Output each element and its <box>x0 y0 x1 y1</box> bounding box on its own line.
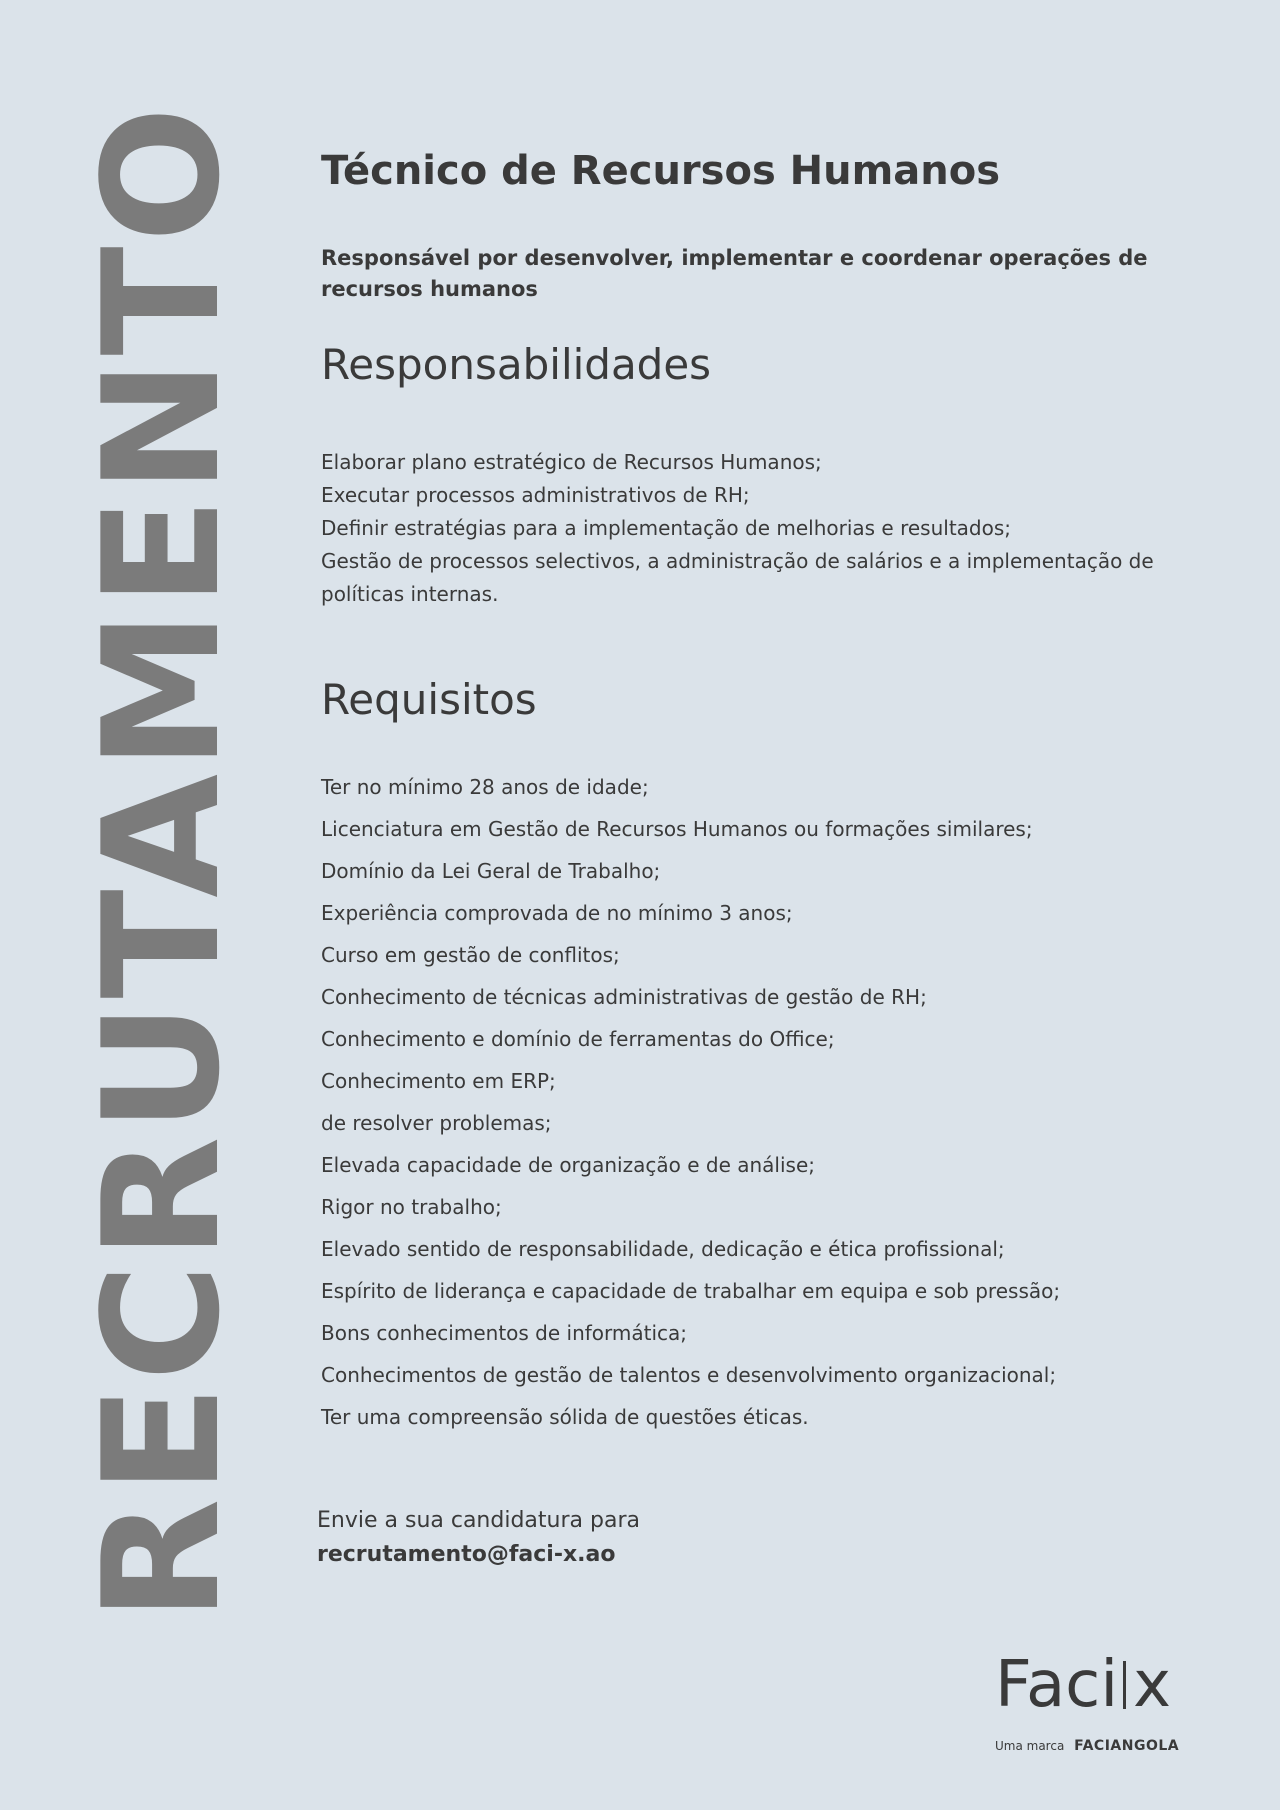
recruitment-banner: RECRUTAMENTO <box>68 102 255 1622</box>
list-item: Ter uma compreensão sólida de questões éticas. <box>321 1405 809 1429</box>
logo-wordmark <box>995 1650 1195 1720</box>
responsibilities-heading: Responsabilidades <box>321 340 712 389</box>
logo-tagline <box>995 1738 1195 1754</box>
list-item: Gestão de processos selectivos, a administração de salários e a implementação de políticas internas. <box>321 549 1154 606</box>
list-item: Rigor no trabalho; <box>321 1195 502 1219</box>
logo-tag-prefix: Uma marca <box>995 1739 1065 1753</box>
job-title: Técnico de Recursos Humanos <box>321 148 1001 194</box>
list-item: Conhecimento de técnicas administrativas de gestão de RH; <box>321 985 927 1009</box>
list-item: Executar processos administrativos de RH; <box>321 483 750 507</box>
list-item: Elevado sentido de responsabilidade, dedicação e ética profissional; <box>321 1237 1005 1261</box>
cta-text: Envie a sua candidatura para <box>317 1508 640 1533</box>
email-link[interactable]: recrutamento@faci-x.ao <box>317 1542 616 1567</box>
list-item: Experiência comprovada de no mínimo 3 anos; <box>321 901 793 925</box>
logo-divider <box>1123 1661 1126 1709</box>
application-cta <box>317 1504 640 1572</box>
list-item: Domínio da Lei Geral de Trabalho; <box>321 859 661 883</box>
facix-logo <box>995 1650 1195 1754</box>
list-item: Conhecimento em ERP; <box>321 1069 556 1093</box>
list-item: Bons conhecimentos de informática; <box>321 1321 688 1345</box>
list-item: Definir estratégias para a implementação de melhorias e resultados; <box>321 516 1012 540</box>
requirements-list <box>321 766 1201 1438</box>
list-item: de resolver problemas; <box>321 1111 552 1135</box>
list-item: Licenciatura em Gestão de Recursos Humanos ou formações similares; <box>321 817 1033 841</box>
list-item: Curso em gestão de conflitos; <box>321 943 620 967</box>
list-item: Espírito de liderança e capacidade de trabalhar em equipa e sob pressão; <box>321 1279 1061 1303</box>
list-item: Conhecimento e domínio de ferramentas do Office; <box>321 1027 835 1051</box>
logo-tag-brand: FACIANGOLA <box>1074 1738 1180 1754</box>
logo-name-right: x <box>1133 1648 1171 1722</box>
requirements-heading: Requisitos <box>321 675 537 724</box>
list-item: Elaborar plano estratégico de Recursos Humanos; <box>321 450 822 474</box>
job-subtitle: Responsável por desenvolver, implementar e coordenar operações de recursos humanos <box>321 246 1148 301</box>
responsibilities-list <box>321 446 1201 611</box>
list-item: Conhecimentos de gestão de talentos e desenvolvimento organizacional; <box>321 1363 1057 1387</box>
logo-name-left: Faci <box>995 1648 1119 1722</box>
list-item: Ter no mínimo 28 anos de idade; <box>321 775 649 799</box>
list-item: Elevada capacidade de organização e de análise; <box>321 1153 815 1177</box>
